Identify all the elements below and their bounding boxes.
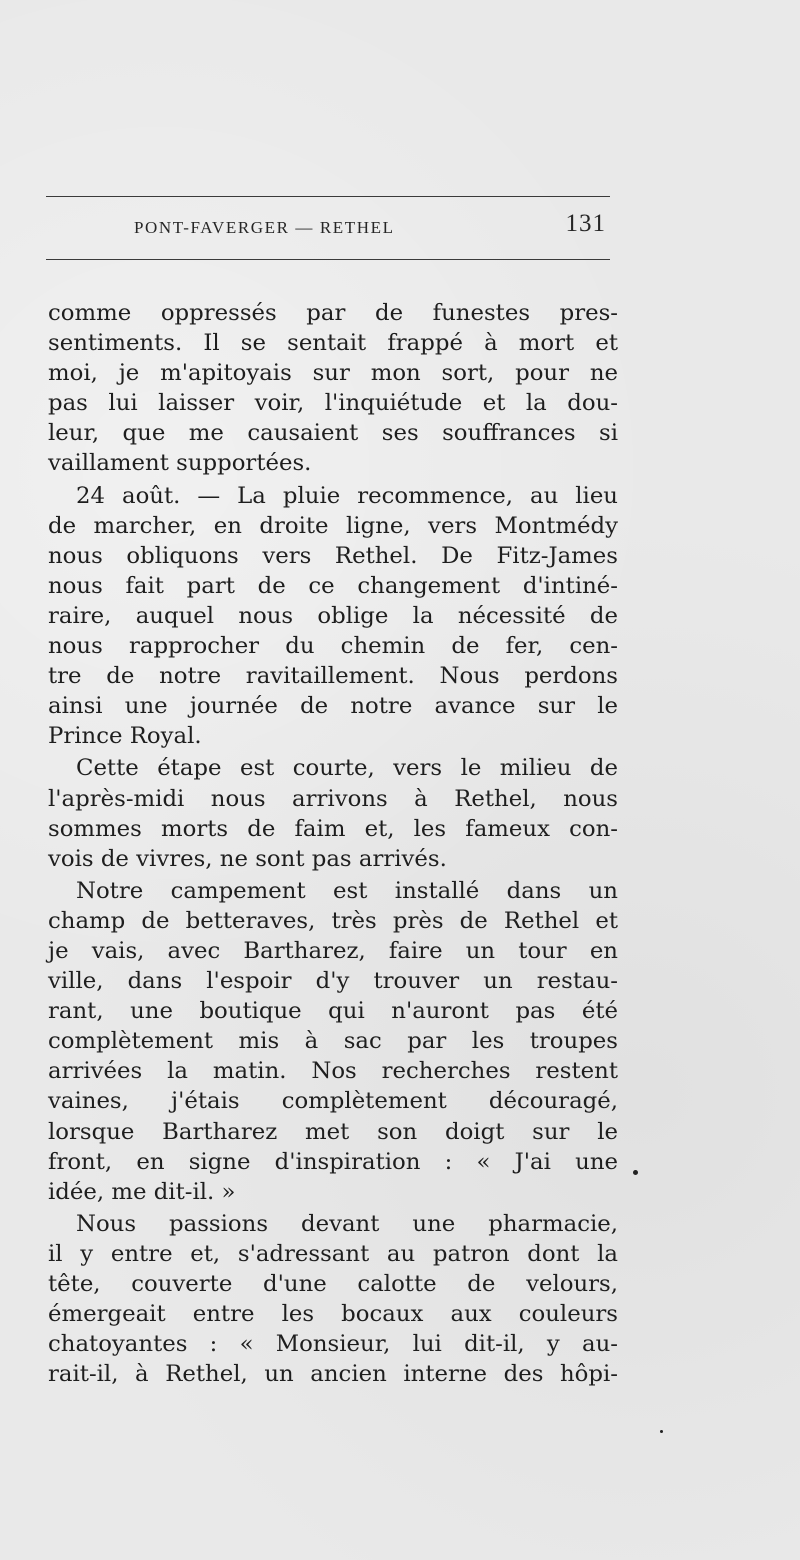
body-text bbox=[48, 298, 618, 1389]
text-line: 24 août. — La pluie recommence, au lieu bbox=[76, 482, 618, 509]
text-line: tête, couverte d'une calotte de velours, bbox=[48, 1271, 618, 1297]
paragraph-5 bbox=[48, 1209, 618, 1390]
text-line: complètement mis à sac par les troupes bbox=[48, 1028, 618, 1055]
header-top-rule bbox=[46, 196, 610, 197]
text-line: tre de notre ravitaillement. Nous perdons bbox=[48, 663, 618, 690]
running-title: PONT-FAVERGER — RETHEL bbox=[134, 218, 395, 237]
text-line: l'après-midi nous arrivons à Rethel, nous bbox=[48, 785, 618, 812]
page-number: 131 bbox=[565, 210, 606, 237]
text-line: rait-il, à Rethel, un ancien interne des hôpi- bbox=[48, 1361, 618, 1388]
text-line: je vais, avec Bartharez, faire un tour en bbox=[48, 937, 618, 964]
paragraph-2 bbox=[48, 481, 618, 752]
ink-speck bbox=[633, 1170, 638, 1175]
text-line: émergeait entre les bocaux aux couleurs bbox=[48, 1301, 618, 1328]
text-line: lorsque Bartharez met son doigt sur le bbox=[48, 1118, 618, 1145]
text-line: Prince Royal. bbox=[48, 723, 202, 750]
text-line: rant, une boutique qui n'auront pas été bbox=[48, 998, 618, 1025]
text-line: nous rapprocher du chemin de fer, cen- bbox=[48, 633, 618, 660]
text-line: vaines, j'étais complètement découragé, bbox=[48, 1088, 618, 1115]
text-line: ville, dans l'espoir d'y trouver un restau- bbox=[48, 968, 618, 995]
text-line: ainsi une journée de notre avance sur le bbox=[48, 693, 618, 720]
text-line: arrivées la matin. Nos recherches restent bbox=[48, 1058, 618, 1085]
text-line: de marcher, en droite ligne, vers Montmédy bbox=[48, 512, 618, 539]
text-line: front, en signe d'inspiration : « J'ai une bbox=[48, 1148, 618, 1175]
text-line: sentiments. Il se sentait frappé à mort et bbox=[48, 330, 618, 357]
text-line: champ de betteraves, très près de Rethel et bbox=[48, 907, 618, 934]
text-line: Nous passions devant une pharmacie, bbox=[76, 1210, 618, 1237]
text-line: il y entre et, s'adressant au patron dont la bbox=[48, 1240, 618, 1267]
paragraph-4 bbox=[48, 876, 618, 1207]
running-head bbox=[46, 208, 610, 248]
text-line: chatoyantes : « Monsieur, lui dit-il, y au- bbox=[48, 1331, 618, 1358]
text-line: sommes morts de faim et, les fameux con- bbox=[48, 815, 618, 842]
text-line: leur, que me causaient ses souffrances si bbox=[48, 420, 618, 447]
paragraph-1 bbox=[48, 298, 618, 479]
text-line: raire, auquel nous oblige la nécessité de bbox=[48, 602, 618, 629]
text-line: pas lui laisser voir, l'inquiétude et la dou- bbox=[48, 390, 618, 417]
text-line: vaillament supportées. bbox=[48, 450, 312, 477]
text-line: comme oppressés par de funestes pres- bbox=[48, 300, 618, 326]
text-line: Cette étape est courte, vers le milieu de bbox=[76, 755, 618, 782]
paragraph-3 bbox=[48, 753, 618, 873]
header-bottom-rule bbox=[46, 259, 610, 260]
text-line: moi, je m'apitoyais sur mon sort, pour ne bbox=[48, 360, 618, 387]
text-line: nous fait part de ce changement d'intiné- bbox=[48, 572, 618, 599]
ink-speck bbox=[660, 1430, 663, 1433]
text-line: vois de vivres, ne sont pas arrivés. bbox=[48, 845, 447, 872]
text-line: nous obliquons vers Rethel. De Fitz-James bbox=[48, 542, 618, 569]
text-line: Notre campement est installé dans un bbox=[76, 877, 618, 904]
text-line: idée, me dit-il. » bbox=[48, 1178, 236, 1205]
